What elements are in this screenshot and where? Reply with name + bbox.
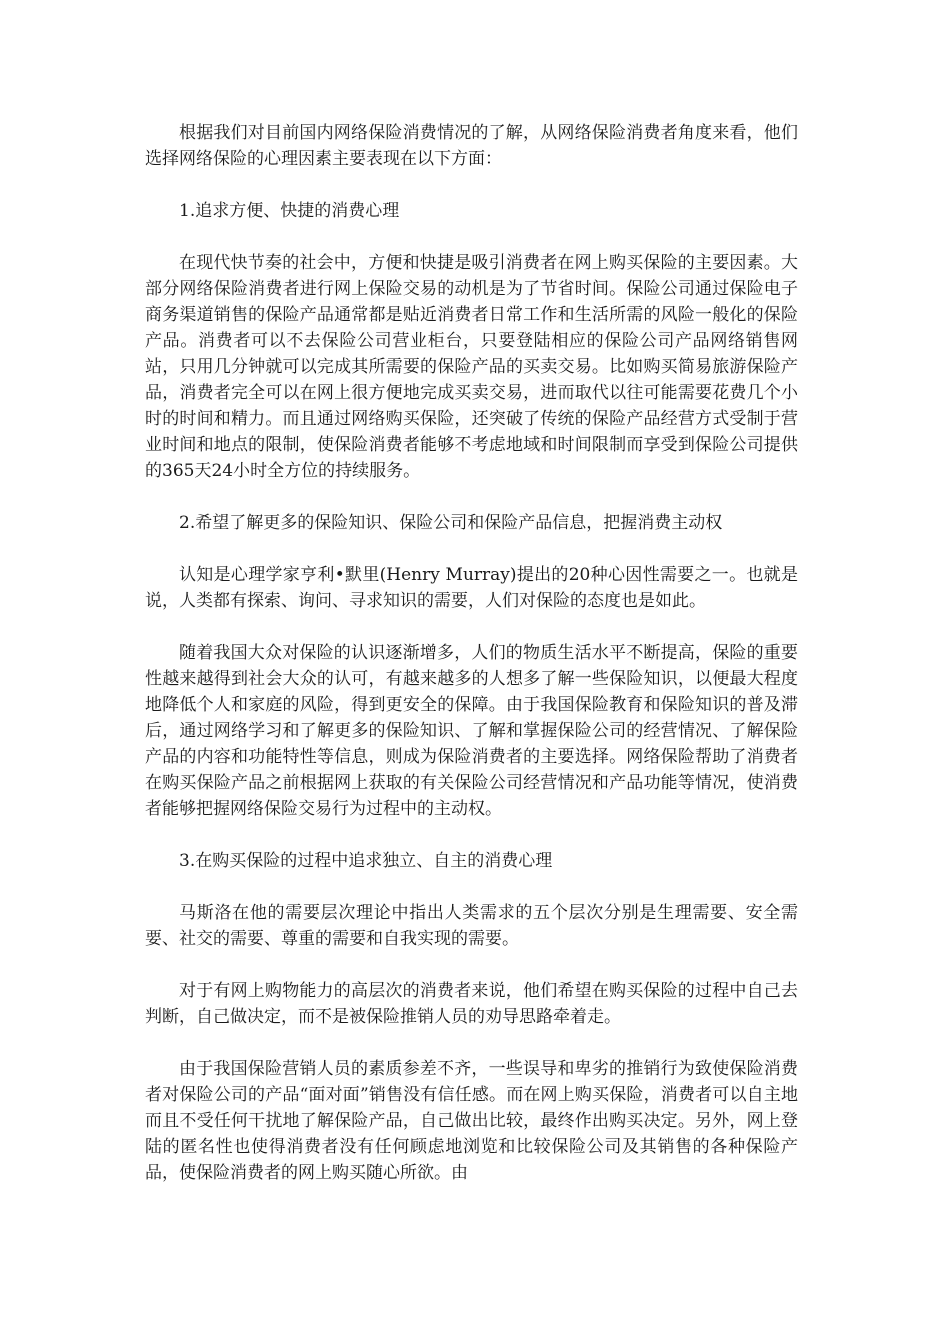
section-heading-1: 1.追求方便、快捷的消费心理 xyxy=(179,201,400,221)
section-3-paragraph-2: 对于有网上购物能力的高层次的消费者来说，他们希望在购买保险的过程中自己去判断，自己做决定，而不是被保险推销人员的劝导思路牵着走。 xyxy=(145,981,798,1027)
section-3-paragraph-3: 由于我国保险营销人员的素质参差不齐，一些误导和卑劣的推销行为致使保险消费者对保险公司的产品“面对面”销售没有信任感。而在网上购买保险，消费者可以自主地而且不受任何干扰地了解保险产品，自己做出比较，最终作出购买决定。另外，网上登陆的匿名性也使得消费者没有任何顾虑地浏览和比较保险公司及其销售的各种保险产品，使保险消费者的网上购买随心所欲。由 xyxy=(145,1059,798,1183)
intro-paragraph: 根据我们对目前国内网络保险消费情况的了解，从网络保险消费者角度来看，他们选择网络保险的心理因素主要表现在以下方面： xyxy=(145,123,798,169)
section-1-paragraph: 在现代快节奏的社会中，方便和快捷是吸引消费者在网上购买保险的主要因素。大部分网络保险消费者进行网上保险交易的动机是为了节省时间。保险公司通过保险电子商务渠道销售的保险产品通常都是贴近消费者日常工作和生活所需的风险一般化的保险产品。消费者可以不去保险公司营业柜台，只要登陆相应的保险公司产品网络销售网站，只用几分钟就可以完成其所需要的保险产品的买卖交易。比如购买简易旅游保险产品，消费者完全可以在网上很方便地完成买卖交易，进而取代以往可能需要花费几个小时的时间和精力。而且通过网络购买保险，还突破了传统的保险产品经营方式受制于营业时间和地点的限制，使保险消费者能够不考虑地域和时间限制而享受到保险公司提供的365天24小时全方位的持续服务。 xyxy=(145,253,798,481)
section-2-paragraph-1: 认知是心理学家亨利•默里(Henry Murray)提出的20种心因性需要之一。也就是说，人类都有探索、询问、寻求知识的需要，人们对保险的态度也是如此。 xyxy=(145,565,798,611)
section-3-paragraph-1: 马斯洛在他的需要层次理论中指出人类需求的五个层次分别是生理需要、安全需要、社交的需要、尊重的需要和自我实现的需要。 xyxy=(145,903,798,949)
document-body xyxy=(145,120,798,1212)
section-heading-3: 3.在购买保险的过程中追求独立、自主的消费心理 xyxy=(179,851,553,871)
section-2-paragraph-2: 随着我国大众对保险的认识逐渐增多，人们的物质生活水平不断提高，保险的重要性越来越得到社会大众的认可，有越来越多的人想多了解一些保险知识，以便最大程度地降低个人和家庭的风险，得到更安全的保障。由于我国保险教育和保险知识的普及滞后，通过网络学习和了解更多的保险知识、了解和掌握保险公司的经营情况、了解保险产品的内容和功能特性等信息，则成为保险消费者的主要选择。网络保险帮助了消费者在购买保险产品之前根据网上获取的有关保险公司经营情况和产品功能等情况，使消费者能够把握网络保险交易行为过程中的主动权。 xyxy=(145,643,798,819)
section-heading-2: 2.希望了解更多的保险知识、保险公司和保险产品信息，把握消费主动权 xyxy=(179,513,723,533)
